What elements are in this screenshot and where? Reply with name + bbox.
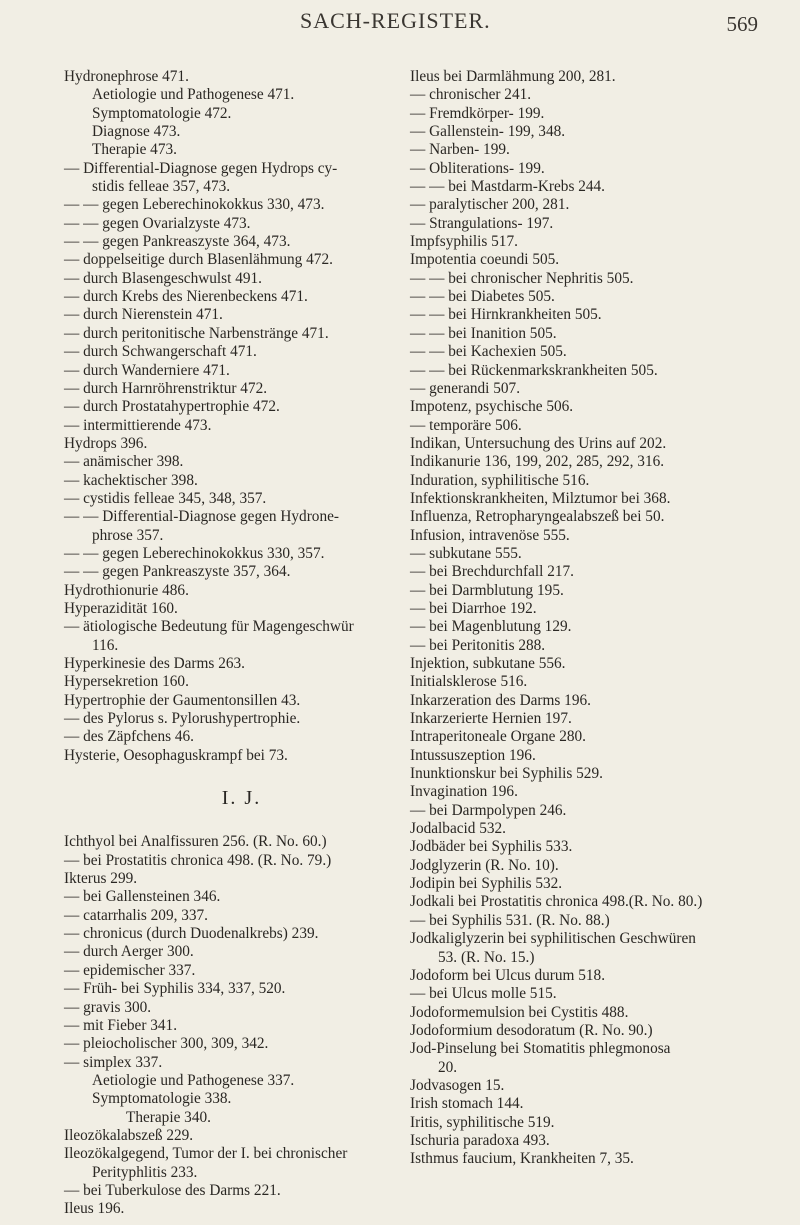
- index-entry: — durch Krebs des Nierenbeckens 471.: [64, 288, 308, 306]
- index-entry: Jodoformemulsion bei Cystitis 488.: [410, 1003, 629, 1021]
- index-entry: — — bei Diabetes 505.: [410, 288, 555, 306]
- index-entry: 20.: [438, 1058, 458, 1076]
- index-entry: Hyperazidität 160.: [64, 599, 178, 617]
- index-entry: Ileozökalabszeß 229.: [64, 1126, 194, 1144]
- index-entry: — Gallenstein- 199, 348.: [410, 123, 566, 141]
- index-entry: — — gegen Pankreaszyste 357, 364.: [64, 563, 291, 581]
- index-entry: — — bei Kachexien 505.: [410, 343, 567, 361]
- index-entry: — bei Brechdurchfall 217.: [410, 563, 574, 581]
- index-entry: Indikanurie 136, 199, 202, 285, 292, 316.: [410, 453, 665, 471]
- index-entry: — bei Diarrhoe 192.: [410, 599, 537, 617]
- index-entry: Hypersekretion 160.: [64, 673, 189, 691]
- index-entry: Jodoform bei Ulcus durum 518.: [410, 966, 606, 984]
- index-entry: — generandi 507.: [410, 379, 521, 397]
- index-entry: Infektionskrankheiten, Milztumor bei 368.: [410, 489, 671, 507]
- index-entry: Jodglyzerin (R. No. 10).: [410, 856, 559, 874]
- index-entry: — Fremdkörper- 199.: [410, 104, 545, 122]
- index-entry: Ileus 196.: [64, 1200, 125, 1218]
- right-entries: [410, 68, 780, 1169]
- index-entry: — durch Prostatahypertrophie 472.: [64, 398, 280, 416]
- left-column: [64, 68, 419, 1219]
- index-entry: Jodipin bei Syphilis 532.: [410, 875, 563, 893]
- page-number: 569: [726, 12, 758, 36]
- index-entry: Infusion, intravenöse 555.: [410, 526, 570, 544]
- index-entry: Therapie 473.: [92, 141, 177, 159]
- index-entry: — cystidis felleae 345, 348, 357.: [64, 489, 267, 507]
- index-entry: Ichthyol bei Analfissuren 256. (R. No. 60.): [64, 833, 327, 851]
- index-entry: phrose 357.: [92, 526, 164, 544]
- index-entry: — kachektischer 398.: [64, 471, 198, 489]
- index-entry: — chronicus (durch Duodenalkrebs) 239.: [64, 925, 319, 943]
- index-entry: — anämischer 398.: [64, 453, 184, 471]
- index-entry: Ikterus 299.: [64, 870, 138, 888]
- index-entry: Ileozökalgegend, Tumor der I. bei chronischer: [64, 1145, 348, 1163]
- index-entry: — — gegen Leberechinokokkus 330, 357.: [64, 544, 325, 562]
- index-entry: — catarrhalis 209, 337.: [64, 906, 209, 924]
- index-entry: Ileus bei Darmlähmung 200, 281.: [410, 68, 616, 85]
- index-entry: Diagnose 473.: [92, 123, 181, 141]
- index-entry: — — bei Inanition 505.: [410, 324, 557, 342]
- index-entry: Ischuria paradoxa 493.: [410, 1131, 550, 1149]
- index-entry: — doppelseitige durch Blasenlähmung 472.: [64, 251, 333, 269]
- index-entry: Aetiologie und Pathogenese 337.: [92, 1071, 295, 1089]
- index-entry: — — gegen Leberechinokokkus 330, 473.: [64, 196, 325, 214]
- index-entry: — durch peritonitische Narbenstränge 471.: [64, 324, 329, 342]
- index-entry: — bei Peritonitis 288.: [410, 636, 546, 654]
- index-entry: Hyperkinesie des Darms 263.: [64, 655, 245, 672]
- index-entry: — ätiologische Bedeutung für Magengeschwür: [64, 618, 354, 636]
- index-entry: — chronischer 241.: [410, 86, 532, 104]
- index-entry: Isthmus faucium, Krankheiten 7, 35.: [410, 1150, 634, 1168]
- index-entry: — mit Fieber 341.: [64, 1016, 178, 1034]
- index-entry: Hydronephrose 471.: [64, 68, 189, 85]
- index-entry: — bei Tuberkulose des Darms 221.: [64, 1181, 281, 1199]
- index-entry: — des Pylorus s. Pylorushypertrophie.: [64, 710, 301, 728]
- index-entry: Inkarzeration des Darms 196.: [410, 691, 591, 709]
- index-entry: — — bei Hirnkrankheiten 505.: [410, 306, 602, 324]
- index-entry: — bei Gallensteinen 346.: [64, 888, 221, 906]
- index-entry: Impotentia coeundi 505.: [410, 251, 560, 269]
- index-entry: Invagination 196.: [410, 783, 518, 801]
- index-entry: — — Differential-Diagnose gegen Hydrone-: [64, 508, 339, 526]
- index-entry: — simplex 337.: [64, 1053, 163, 1071]
- index-entry: Initialsklerose 516.: [410, 673, 528, 691]
- index-entry: — Obliterations- 199.: [410, 159, 545, 177]
- index-entry: — bei Syphilis 531. (R. No. 88.): [410, 911, 610, 929]
- index-entry: Hypertrophie der Gaumentonsillen 43.: [64, 691, 301, 709]
- index-entry: Hydrothionurie 486.: [64, 581, 189, 599]
- left-entries-h: [64, 68, 419, 765]
- index-entry: Hydrops 396.: [64, 434, 148, 452]
- index-entry: — durch Aerger 300.: [64, 943, 194, 961]
- index-entry: — durch Nierenstein 471.: [64, 306, 223, 324]
- index-entry: Symptomatologie 338.: [92, 1090, 232, 1108]
- index-entry: Jodbäder bei Syphilis 533.: [410, 838, 573, 856]
- index-entry: Aetiologie und Pathogenese 471.: [92, 86, 295, 104]
- index-entry: Irish stomach 144.: [410, 1095, 524, 1113]
- index-entry: — — bei Rückenmarkskrankheiten 505.: [410, 361, 658, 379]
- index-entry: — — gegen Pankreaszyste 364, 473.: [64, 233, 291, 251]
- index-entry: — des Zäpfchens 46.: [64, 728, 194, 746]
- index-entry: Jodkali bei Prostatitis chronica 498.(R. No. 80.): [410, 893, 703, 911]
- index-entry: Intraperitoneale Organe 280.: [410, 728, 586, 746]
- index-entry: — epidemischer 337.: [64, 961, 196, 979]
- index-entry: Iritis, syphilitische 519.: [410, 1113, 555, 1131]
- index-entry: stidis felleae 357, 473.: [92, 178, 231, 196]
- running-title: SACH-REGISTER.: [300, 8, 491, 33]
- right-column: [410, 68, 780, 1169]
- index-entry: — Früh- bei Syphilis 334, 337, 520.: [64, 980, 286, 998]
- index-entry: — durch Wanderniere 471.: [64, 361, 230, 379]
- section-heading: I. J.: [221, 787, 262, 810]
- index-entry: — durch Blasengeschwulst 491.: [64, 269, 262, 287]
- index-entry: — — gegen Ovarialzyste 473.: [64, 214, 251, 232]
- index-entry: — Strangulations- 197.: [410, 214, 554, 232]
- index-entry: Therapie 340.: [126, 1108, 211, 1126]
- index-entry: Jodoformium desodoratum (R. No. 90.): [410, 1021, 653, 1039]
- index-entry: Indikan, Untersuchung des Urins auf 202.: [410, 434, 667, 452]
- index-entry: — durch Harnröhrenstriktur 472.: [64, 379, 268, 397]
- index-entry: — temporäre 506.: [410, 416, 522, 434]
- index-entry: Influenza, Retropharyngealabszeß bei 50.: [410, 508, 665, 526]
- left-entries-ij: [64, 833, 419, 1218]
- index-entry: — pleiocholischer 300, 309, 342.: [64, 1035, 269, 1053]
- index-entry: Jodkaliglyzerin bei syphilitischen Geschwüren: [410, 930, 696, 948]
- index-entry: Jodvasogen 15.: [410, 1076, 505, 1094]
- index-entry: — bei Darmpolypen 246.: [410, 801, 567, 819]
- index-entry: Inunktionskur bei Syphilis 529.: [410, 765, 603, 783]
- index-entry: — bei Ulcus molle 515.: [410, 985, 557, 1003]
- index-entry: Perityphlitis 233.: [92, 1163, 198, 1181]
- index-entry: 53. (R. No. 15.): [438, 948, 535, 966]
- index-entry: Impfsyphilis 517.: [410, 233, 518, 251]
- index-entry: Injektion, subkutane 556.: [410, 655, 566, 672]
- index-entry: Induration, syphilitische 516.: [410, 471, 590, 489]
- index-entry: — bei Darmblutung 195.: [410, 581, 564, 599]
- index-entry: — intermittierende 473.: [64, 416, 212, 434]
- index-entry: — bei Magenblutung 129.: [410, 618, 572, 636]
- index-entry: — gravis 300.: [64, 998, 152, 1016]
- index-entry: Inkarzerierte Hernien 197.: [410, 710, 572, 728]
- index-entry: Impotenz, psychische 506.: [410, 398, 574, 416]
- index-entry: — Differential-Diagnose gegen Hydrops cy-: [64, 159, 338, 177]
- index-entry: — durch Schwangerschaft 471.: [64, 343, 257, 361]
- index-entry: 116.: [92, 636, 119, 654]
- index-entry: — — bei chronischer Nephritis 505.: [410, 269, 634, 287]
- index-entry: Intussuszeption 196.: [410, 746, 536, 764]
- index-entry: Jod-Pinselung bei Stomatitis phlegmonosa: [410, 1040, 671, 1058]
- index-entry: — subkutane 555.: [410, 544, 522, 562]
- index-entry: — paralytischer 200, 281.: [410, 196, 570, 214]
- index-entry: Jodalbacid 532.: [410, 820, 507, 838]
- index-entry: Symptomatologie 472.: [92, 104, 232, 122]
- index-entry: — Narben- 199.: [410, 141, 510, 159]
- page-header: [0, 4, 800, 44]
- index-entry: — bei Prostatitis chronica 498. (R. No. 79.): [64, 851, 332, 869]
- index-entry: Hysterie, Oesophaguskrampf bei 73.: [64, 746, 288, 764]
- index-entry: — — bei Mastdarm-Krebs 244.: [410, 178, 605, 196]
